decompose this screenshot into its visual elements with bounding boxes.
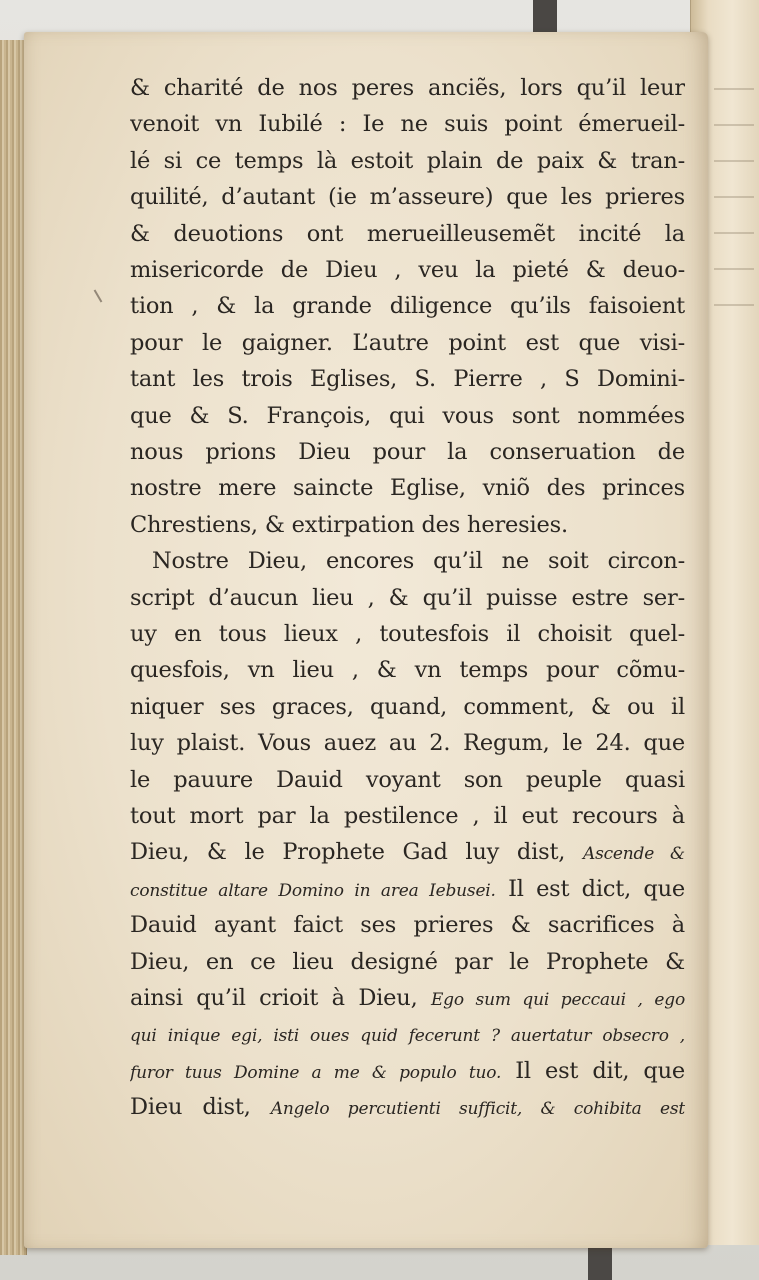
text-line-22-roman: Dieu, & le Prophete Gad luy dist,	[130, 839, 583, 866]
text-line-10: que & S. François, qui vous sont nommées	[130, 402, 685, 429]
text-line-23-roman: Il est dict, que	[495, 875, 685, 902]
text-line-3: lé si ce temps là estoit plain de paix & tran-	[130, 147, 685, 174]
text-line-28-latin: furor tuus Domine a me & populo tuo.	[130, 1062, 502, 1083]
text-line-1: & charité de nos peres anciẽs, lors qu’il leur	[130, 75, 685, 101]
text-line-2: venoit vn Iubilé : Ie ne suis point émerueil-	[130, 111, 685, 138]
text-line-12: nostre mere saincte Eglise, vniõ des princes	[130, 475, 685, 502]
page-stack-edge	[0, 40, 27, 1255]
text-line-5: & deuotions ont merueilleusemẽt incité la	[130, 220, 685, 247]
text-line-26	[130, 980, 685, 1016]
text-line-4: quilité, d’autant (ie m’asseure) que les prieres	[130, 184, 685, 211]
text-line-29	[130, 1089, 685, 1125]
text-line-17: quesfois, vn lieu , & vn temps pour cõmu-	[130, 657, 685, 684]
text-line-27-latin: qui inique egi, isti oues quid fecerunt ? auertatur obsecro ,	[130, 1026, 685, 1047]
text-line-29-roman: Dieu dist,	[130, 1094, 271, 1121]
text-line-28	[130, 1053, 685, 1089]
text-line-24: Dauid ayant faict ses prieres & sacrifices à	[130, 912, 685, 939]
margin-mark	[94, 289, 103, 302]
text-line-22-latin: Ascende &	[583, 844, 685, 865]
text-line-6: misericorde de Dieu , veu la pieté & deuo-	[130, 257, 685, 283]
text-line-14: Nostre Dieu, encores qu’il ne soit circon-	[152, 548, 685, 575]
facing-page-bleed	[714, 60, 754, 320]
text-line-27	[130, 1016, 685, 1052]
text-line-19: luy plaist. Vous auez au 2. Regum, le 24. que	[130, 730, 685, 757]
text-line-20: le pauure Dauid voyant son peuple quasi	[130, 766, 685, 793]
text-line-16: uy en tous lieux , toutesfois il choisit quel-	[130, 621, 685, 647]
text-line-13: Chrestiens, & extirpation des heresies.	[130, 511, 568, 538]
text-line-26-roman: ainsi qu’il crioit à Dieu,	[130, 985, 431, 1011]
text-line-23-latin: constitue altare Domino in area Iebusei.	[130, 880, 496, 901]
text-line-15: script d’aucun lieu , & qu’il puisse estre ser-	[130, 584, 685, 611]
text-line-11: nous prions Dieu pour la conseruation de	[130, 439, 685, 465]
text-line-29-latin: Angelo percutienti sufficit, & cohibita est	[270, 1099, 685, 1120]
text-line-9: tant les trois Eglises, S. Pierre , S Domini-	[130, 366, 685, 393]
text-line-25: Dieu, en ce lieu designé par le Prophete &	[130, 948, 685, 975]
text-line-23	[130, 871, 685, 907]
text-line-18: niquer ses graces, quand, comment, & ou il	[130, 693, 685, 720]
text-line-21: tout mort par la pestilence , il eut recours à	[130, 803, 685, 829]
text-line-26-latin: Ego sum qui peccaui , ego	[430, 990, 685, 1010]
text-line-22	[130, 834, 685, 870]
text-line-7: tion , & la grande diligence qu’ils faisoient	[130, 293, 685, 320]
text-line-28-roman: Il est dit, que	[501, 1057, 685, 1084]
text-line-8: pour le gaigner. L’autre point est que visi-	[130, 329, 685, 356]
